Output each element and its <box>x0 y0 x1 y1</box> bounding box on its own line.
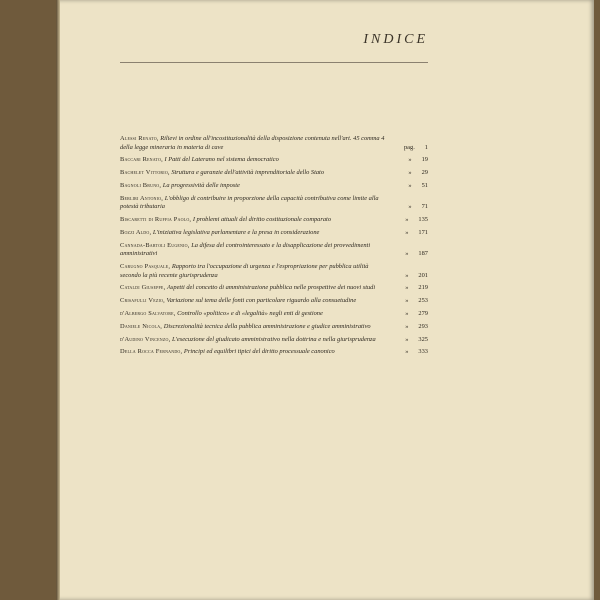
index-entry <box>120 323 428 332</box>
entry-title: Rapporto tra l'occupazione di urgenza e l'espropriazione per pubblica utilità secondo la più recente giurisprudenza <box>120 263 369 279</box>
entry-page-mark: » <box>405 348 409 356</box>
index-entry <box>120 169 428 178</box>
index-list <box>120 135 428 361</box>
entry-page-ref <box>388 297 428 306</box>
entry-page-ref <box>388 348 428 357</box>
entry-page-mark: » <box>405 297 409 305</box>
index-entry <box>120 336 428 345</box>
header-rule <box>120 62 428 63</box>
entry-page-number: 325 <box>418 335 428 343</box>
entry-title: L'esecuzione del giudicato amministrativo nella dottrina e nella giurisprudenza <box>172 335 376 343</box>
entry-page-mark: » <box>405 216 409 224</box>
entry-page-ref <box>388 169 428 178</box>
entry-author: Baccari Renato, <box>120 156 163 164</box>
entry-page-mark: » <box>405 284 409 292</box>
entry-page-number: 29 <box>421 169 428 177</box>
index-entry <box>120 195 428 212</box>
entry-author: Bachelet Vittorio, <box>120 169 170 177</box>
entry-title: Principi ed equilibri tipici del diritto processuale canonico <box>183 348 335 356</box>
entry-author: Alessi Renato, <box>120 135 159 142</box>
index-entry <box>120 348 428 357</box>
entry-page-ref <box>388 216 428 225</box>
entry-page-ref <box>388 156 428 165</box>
entry-page-mark: » <box>405 309 409 317</box>
entry-page-number: 19 <box>421 156 428 164</box>
entry-title: Struttura e garanzie dell'attività imprenditoriale dello Stato <box>171 169 325 177</box>
entry-page-number: 135 <box>418 216 428 224</box>
entry-title: Variazione sul tema delle fonti con particolare riguardo alla consuetudine <box>166 297 357 305</box>
entry-page-ref <box>388 144 428 153</box>
entry-page-ref <box>388 323 428 332</box>
entry-author: Cataldi Giuseppe, <box>120 284 166 292</box>
entry-author: d'Albergo Salvatore, <box>120 309 176 317</box>
entry-author: Daniele Nicola, <box>120 322 163 330</box>
entry-author: Berliri Antonio, <box>120 194 164 202</box>
index-entry <box>120 135 428 152</box>
entry-author: Biscaretti di Ruffia Paolo, <box>120 216 192 224</box>
entry-title: I Patti del Laterano nel sistema democratico <box>164 156 279 164</box>
entry-page-number: 201 <box>418 271 428 279</box>
entry-page-ref <box>388 284 428 293</box>
index-entry <box>120 284 428 293</box>
page-title: INDICE <box>363 32 428 47</box>
entry-page-number: 333 <box>418 348 428 356</box>
entry-page-ref <box>388 272 428 281</box>
entry-title: L'obbligo di contribuire in proporzione della capacità contributiva come limite alla potestà tributaria <box>120 194 379 211</box>
index-entry <box>120 297 428 306</box>
index-entry <box>120 182 428 191</box>
entry-page-mark: » <box>408 156 412 164</box>
entry-title: Aspetti del concetto di amministrazione pubblica nelle prospettive dei nuovi studi <box>167 284 376 292</box>
entry-page-ref <box>388 182 428 191</box>
entry-page-mark: » <box>408 169 412 177</box>
entry-author: Della Rocca Fernando, <box>120 348 183 356</box>
entry-title: Controllo «politico» e di «legalità» negli enti di gestione <box>177 309 323 317</box>
entry-author: Bozzi Aldo, <box>120 228 152 236</box>
entry-title: Rilievi in ordine all'incostituzionalità della disposizione contenuta nell'art. 45 comma 4 della legge mineraria in materia di cave <box>120 135 385 151</box>
index-entry <box>120 156 428 165</box>
entry-page-ref <box>388 310 428 319</box>
entry-page-number: 1 <box>424 143 428 151</box>
entry-title: La difesa del controinteressato e la disapplicazione dei provvedimenti amministrativi <box>120 241 371 258</box>
entry-page-ref <box>388 336 428 345</box>
index-entry <box>120 310 428 319</box>
entry-page-mark: pag. <box>403 143 415 151</box>
entry-page-number: 71 <box>421 203 428 211</box>
entry-author: Carugno Pasquale, <box>120 263 171 271</box>
index-entry <box>120 229 428 238</box>
entry-title: L'iniziativa legislativa parlamentare e la presa in considerazione <box>152 228 320 236</box>
entry-title: I problemi attuali del diritto costituzionale comparato <box>192 216 332 224</box>
entry-page-mark: » <box>408 203 412 211</box>
entry-page-mark: » <box>405 250 409 258</box>
entry-page-ref <box>388 203 428 212</box>
entry-page-number: 279 <box>418 309 428 317</box>
entry-page-number: 51 <box>421 181 428 189</box>
page-gutter <box>56 0 60 600</box>
entry-page-mark: » <box>405 335 409 343</box>
entry-page-mark: » <box>405 271 409 279</box>
entry-page-number: 187 <box>418 250 428 258</box>
entry-author: Bagnoli Bruno, <box>120 181 162 189</box>
entry-page-mark: » <box>408 181 412 189</box>
entry-page-ref <box>388 250 428 259</box>
entry-author: Cannada-Bartoli Eugenio, <box>120 241 190 249</box>
entry-author: d'Audino Vincenzo, <box>120 335 171 343</box>
index-entry <box>120 216 428 225</box>
entry-title: La progressività delle imposte <box>162 181 240 189</box>
entry-page-number: 253 <box>418 297 428 305</box>
entry-page-ref <box>388 229 428 238</box>
entry-author: Crisafulli Vezio, <box>120 297 165 305</box>
entry-page-mark: » <box>405 228 409 236</box>
entry-title: Discrezionalità tecnica della pubblica amministrazione e giudice amministrativo <box>163 322 371 330</box>
entry-page-mark: » <box>405 322 409 330</box>
index-entry <box>120 242 428 259</box>
entry-page-number: 219 <box>418 284 428 292</box>
entry-page-number: 171 <box>418 228 428 236</box>
index-entry <box>120 263 428 280</box>
entry-page-number: 293 <box>418 322 428 330</box>
